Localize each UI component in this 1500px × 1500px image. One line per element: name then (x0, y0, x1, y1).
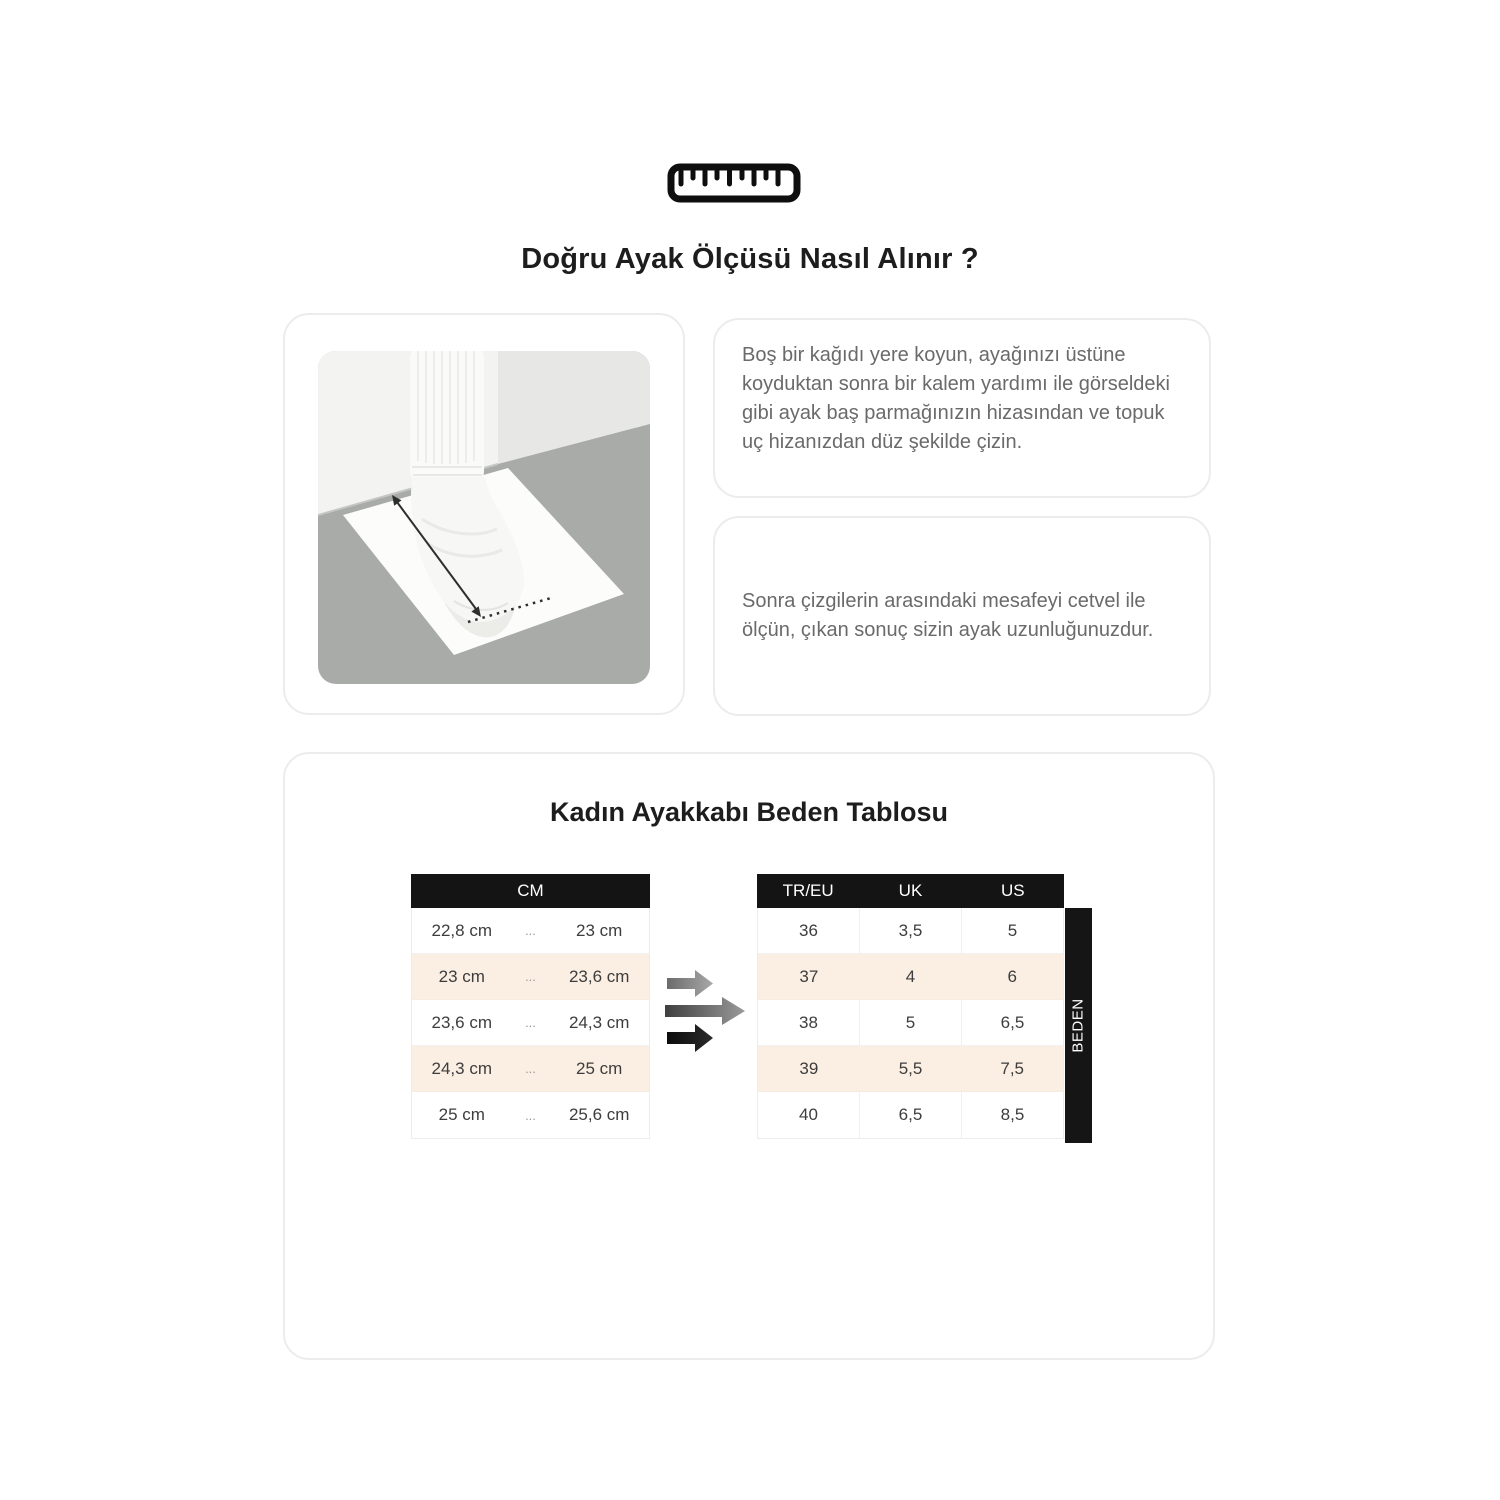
size-cell: 4 (905, 966, 916, 986)
ruler-icon (667, 163, 801, 203)
intl-size-table-body (757, 908, 1064, 1139)
cm-range-to: 25,6 cm (568, 1105, 630, 1124)
cm-table (411, 874, 650, 1139)
instruction-step-1: Boş bir kağıdı yere koyun, ayağınızı üstüne koyduktan sonra bir kalem yardımı ile görseldeki gibi ayak baş parmağınızın hizasından ve topuk uç hizanızdan düz şekilde çizin. (742, 344, 1170, 453)
size-cell: 39 (799, 1058, 819, 1078)
cm-range-to: 23 cm (576, 920, 623, 940)
column-header-treu: TR/EU (782, 881, 834, 900)
size-cell: 3,5 (859, 908, 961, 953)
mapping-arrows-icon (665, 968, 747, 1052)
size-cell: 5 (961, 908, 1063, 953)
cm-table-row (412, 954, 649, 1000)
cm-table-header: CM (411, 874, 650, 908)
cm-range-to: 25 cm (576, 1058, 623, 1078)
intl-size-table-header (757, 874, 1064, 908)
instruction-step-2: Sonra çizgilerin arasındaki mesafeyi cetvel ile ölçün, çıkan sonuç sizin ayak uzunluğunuzdur. (742, 590, 1154, 641)
cm-table-row (412, 1092, 649, 1138)
cm-table-row (412, 1000, 649, 1046)
cm-table-body (411, 908, 650, 1139)
cm-range-dots: ... (525, 1061, 536, 1076)
cm-range-from: 24,3 cm (431, 1058, 492, 1078)
size-cell: 5,5 (898, 1058, 923, 1078)
size-table-row (758, 1046, 1063, 1092)
size-cell: 7,5 (1000, 1058, 1024, 1078)
size-cell: 6 (1007, 966, 1017, 986)
size-cell: 38 (799, 1012, 818, 1032)
size-cell: 36 (799, 920, 818, 940)
size-cell: 6,5 (961, 1000, 1063, 1045)
size-table-title: Kadın Ayakkabı Beden Tablosu (549, 797, 949, 827)
instruction-card-2 (713, 516, 1211, 716)
size-table-row (758, 1092, 1063, 1138)
foot-measure-photo (318, 351, 650, 684)
cm-table-row (412, 1046, 649, 1092)
cm-range-to: 24,3 cm (568, 1012, 630, 1032)
cm-range-from: 23,6 cm (431, 1012, 492, 1032)
beden-side-label-text: BEDEN (1070, 998, 1087, 1053)
cm-range-from: 22,8 cm (431, 920, 492, 940)
cm-range-to: 23,6 cm (568, 966, 630, 986)
intl-size-table (757, 874, 1064, 1139)
size-cell: 5 (859, 1000, 961, 1045)
column-header-uk: UK (898, 881, 923, 900)
size-table-row (758, 1000, 1063, 1046)
cm-table-row (412, 908, 649, 954)
size-cell: 6,5 (859, 1092, 961, 1138)
instruction-card-1 (713, 318, 1211, 498)
cm-range-dots: ... (525, 923, 536, 938)
page-title: Doğru Ayak Ölçüsü Nasıl Alınır ? (521, 243, 979, 275)
foot-measure-card (283, 313, 685, 715)
cm-range-from: 23 cm (438, 966, 485, 986)
column-header-us: US (1001, 881, 1025, 900)
beden-side-label (1065, 908, 1092, 1143)
cm-range-from: 25 cm (438, 1105, 485, 1124)
size-cell: 40 (799, 1105, 818, 1124)
size-table-row (758, 908, 1063, 954)
cm-range-dots: ... (525, 969, 536, 984)
size-table-row (758, 954, 1063, 1000)
size-table-card (283, 752, 1215, 1360)
cm-range-dots: ... (525, 1015, 536, 1030)
cm-range-dots: ... (525, 1107, 536, 1123)
size-cell: 8,5 (961, 1092, 1063, 1138)
size-cell: 37 (799, 966, 819, 986)
